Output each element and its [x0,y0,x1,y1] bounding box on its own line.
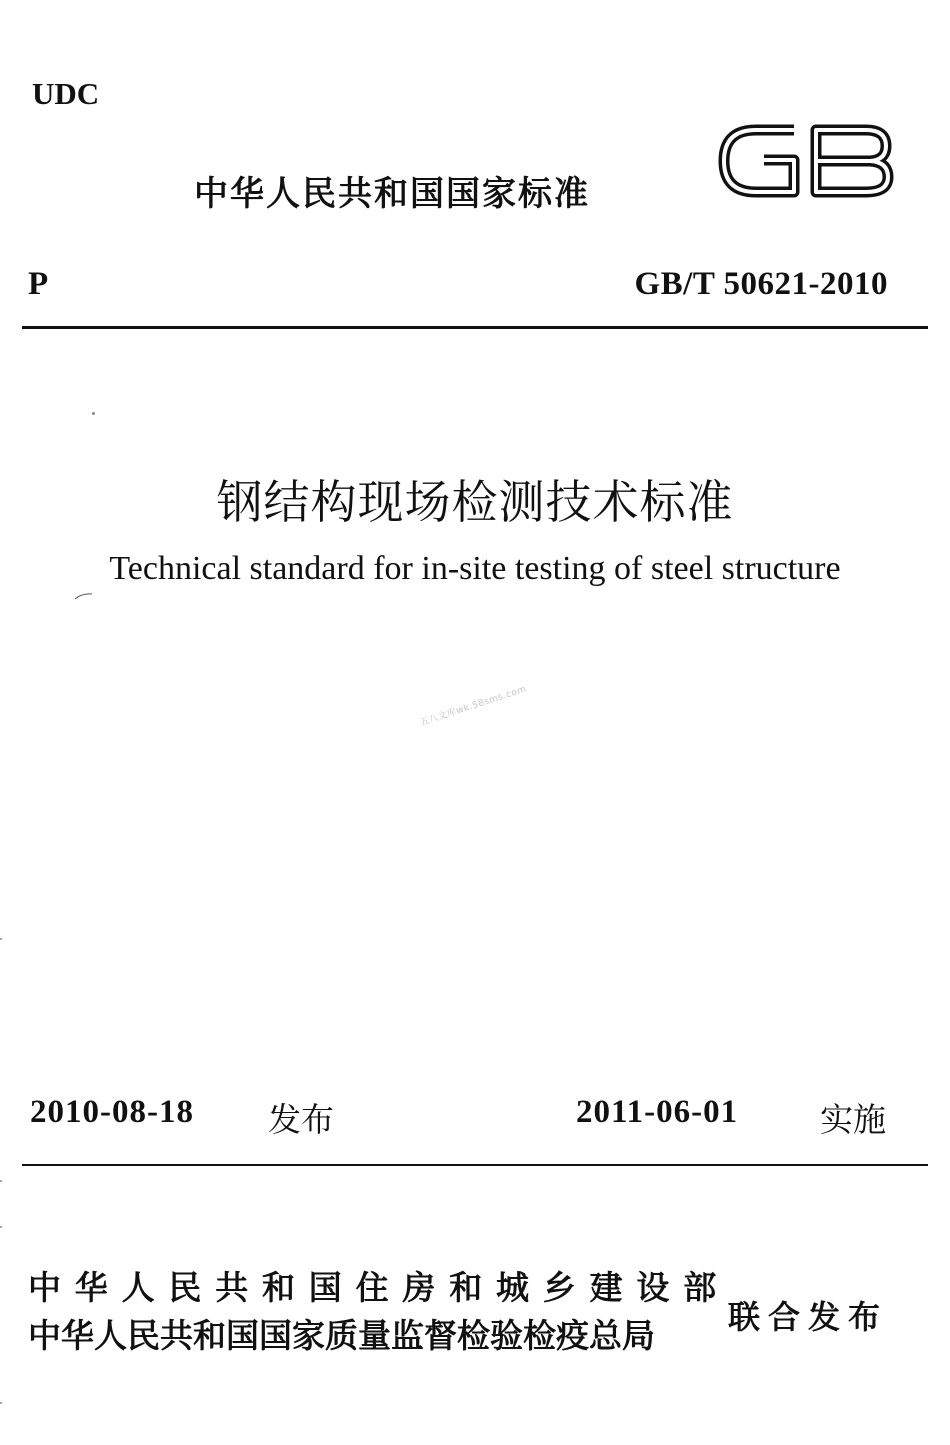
scan-mark [74,592,94,600]
implementation-label: 实施 [820,1100,886,1139]
udc-label: UDC [32,76,100,111]
category-code: P [28,266,49,302]
gb-logo-icon [716,116,896,206]
scan-edge-mark [0,1402,2,1404]
publisher-ministry: 中华人民共和国住房和城乡建设部 [28,1268,730,1307]
scan-edge-mark [0,938,2,940]
publisher-aqsiq: 中华人民共和国国家质量监督检验检疫总局 [28,1316,655,1355]
footer-divider [22,1164,928,1166]
standard-number: GB/T 50621-2010 [634,266,888,302]
implementation-date: 2011-06-01 [576,1094,739,1130]
title-chinese: 钢结构现场检测技术标准 [216,475,734,529]
header-divider [22,326,928,329]
issue-date: 2010-08-18 [30,1094,194,1130]
scan-edge-mark [0,1180,2,1182]
joint-issue-label: 联合发布 [728,1298,889,1336]
scan-speck [92,412,95,415]
title-english: Technical standard for in-site testing of steel structure [109,550,841,587]
watermark-text: 五八文库wk.58sms.com [418,684,528,729]
issue-label: 发布 [268,1100,334,1139]
scan-edge-mark [0,1226,2,1228]
national-standard-heading: 中华人民共和国国家标准 [194,174,590,214]
